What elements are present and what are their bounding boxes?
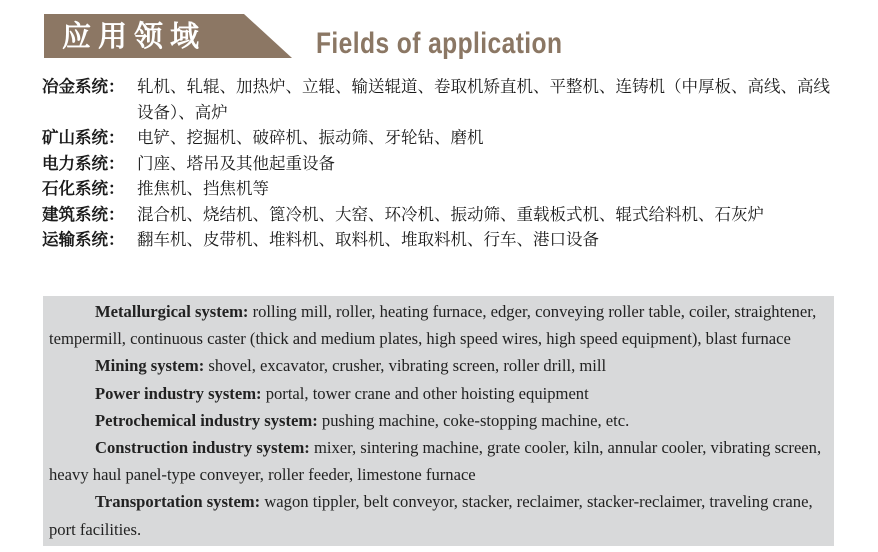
en-system-text: pushing machine, coke-stopping machine, etc. — [317, 410, 630, 430]
en-system-item — [49, 407, 828, 434]
cn-page-title: 应用领域 — [62, 19, 207, 53]
cn-system-text: 翻车机、皮带机、堆料机、取料机、堆取料机、行车、港口设备 — [137, 230, 599, 249]
cn-system-text: 电铲、挖掘机、破碎机、振动筛、牙轮钻、磨机 — [137, 128, 484, 147]
cn-system-label: 石化系统： — [42, 179, 125, 198]
cn-system-label: 冶金系统： — [42, 77, 125, 96]
en-system-label: Transportation system: — [95, 492, 261, 512]
cn-system-item — [42, 74, 842, 125]
en-systems-panel — [43, 296, 834, 546]
cn-systems-list — [42, 74, 842, 253]
cn-system-item — [42, 202, 842, 228]
en-system-text: wagon tippler, belt conveyor, stacker, reclaimer, stacker-reclaimer, traveling crane, port facilities. — [49, 492, 813, 539]
en-system-text: rolling mill, roller, heating furnace, edger, conveying roller table, coiler, straightener, tempermill, continuous caster (thick and medium plates, high speed wires, high speed equipment), blast furnace — [49, 302, 817, 349]
en-system-label: Power industry system: — [95, 383, 262, 403]
en-system-label: Metallurgical system: — [95, 302, 249, 321]
cn-system-label: 运输系统： — [42, 230, 125, 249]
cn-system-item — [42, 176, 842, 202]
en-system-item — [49, 298, 828, 352]
cn-system-label: 电力系统： — [42, 153, 125, 173]
cn-system-label: 建筑系统： — [42, 204, 125, 224]
en-system-item — [49, 434, 828, 488]
en-system-label: Mining system: — [95, 356, 205, 376]
en-system-label: Construction industry system: — [95, 438, 310, 458]
en-page-title: Fields of application — [316, 27, 563, 60]
en-system-item — [49, 488, 828, 542]
cn-system-text: 推焦机、挡焦机等 — [137, 179, 269, 198]
en-system-text: mixer, sintering machine, grate cooler, kiln, annular cooler, vibrating screen, heavy haul panel-type conveyer, roller feeder, limestone furnace — [49, 438, 822, 485]
en-system-item — [49, 380, 828, 407]
cn-system-item — [42, 125, 842, 151]
cn-system-text: 门座、塔吊及其他起重设备 — [137, 153, 335, 173]
cn-system-text: 混合机、烧结机、篦冷机、大窑、环冷机、振动筛、重载板式机、辊式给料机、石灰炉 — [137, 204, 764, 224]
en-system-text: shovel, excavator, crusher, vibrating screen, roller drill, mill — [204, 356, 607, 376]
en-system-text: portal, tower crane and other hoisting equipment — [261, 383, 589, 403]
cn-system-text: 轧机、轧辊、加热炉、立辊、输送辊道、卷取机矫直机、平整机、连铸机（中厚板、高线、高线设备）、高炉 — [137, 77, 830, 122]
cn-system-label: 矿山系统： — [42, 128, 125, 147]
en-system-label: Petrochemical industry system: — [95, 410, 318, 430]
cn-system-item — [42, 151, 842, 177]
en-system-item — [49, 352, 828, 379]
cn-system-item — [42, 227, 842, 253]
